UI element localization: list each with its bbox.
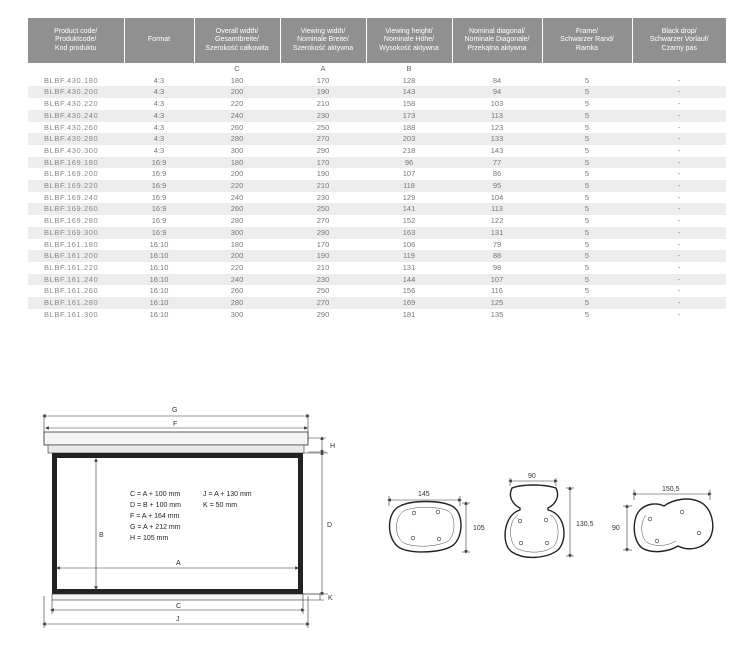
header-viewing-height: Viewing height/ Nominale Höhe/ Wysokość aktywna [366, 18, 452, 63]
table-cell: - [632, 86, 726, 98]
table-cell: 280 [194, 297, 280, 309]
table-cell: 5 [542, 309, 632, 321]
table-cell: - [632, 250, 726, 262]
table-cell: 86 [452, 168, 542, 180]
table-cell: 5 [542, 180, 632, 192]
table-cell: 180 [194, 75, 280, 87]
table-cell: 141 [366, 203, 452, 215]
table-cell: - [632, 297, 726, 309]
table-cell: 5 [542, 75, 632, 87]
bottom-bar [52, 594, 303, 600]
table-cell: - [632, 203, 726, 215]
profile-section-1 [389, 491, 485, 552]
screen-front-view [44, 407, 335, 628]
table-cell: 152 [366, 215, 452, 227]
table-cell: BLBF.430.200 [28, 86, 124, 98]
formula-k: K = 50 mm [203, 502, 238, 509]
header-product-code: Product code/ Produktcode/ Kod produktu [28, 18, 124, 63]
table-cell: 4:3 [124, 75, 194, 87]
profile-3-height: 90 [612, 525, 620, 532]
table-cell: BLBF.169.280 [28, 215, 124, 227]
header-format: Format [124, 18, 194, 63]
profile-1-width: 145 [418, 491, 430, 498]
letter-cell: A [280, 63, 366, 75]
letter-cell: B [366, 63, 452, 75]
label-h: H [330, 443, 336, 450]
table-cell: 16:10 [124, 274, 194, 286]
profile-2-width: 90 [528, 473, 536, 480]
table-cell: - [632, 110, 726, 122]
table-cell: - [632, 285, 726, 297]
table-cell: 5 [542, 192, 632, 204]
header-nominal-diagonal: Nominal diagonal/ Nominale Diagonale/ Przekątna aktywna [452, 18, 542, 63]
table-cell: 133 [452, 133, 542, 145]
table-cell: 5 [542, 110, 632, 122]
label-j: J [176, 616, 180, 623]
table-cell: 5 [542, 274, 632, 286]
profile-section-3 [612, 486, 713, 552]
table-cell: 158 [366, 98, 452, 110]
table-cell: 260 [194, 122, 280, 134]
table-cell: 5 [542, 168, 632, 180]
table-cell: 270 [280, 215, 366, 227]
table-cell: 156 [366, 285, 452, 297]
table-cell: 16:10 [124, 309, 194, 321]
table-cell: - [632, 227, 726, 239]
table-cell: 143 [452, 145, 542, 157]
table-cell: 230 [280, 274, 366, 286]
label-a: A [176, 560, 181, 567]
table-cell: BLBF.161.240 [28, 274, 124, 286]
table-cell: 200 [194, 168, 280, 180]
table-cell: 79 [452, 239, 542, 251]
table-cell: 5 [542, 157, 632, 169]
table-cell: BLBF.430.180 [28, 75, 124, 87]
profile-section-2 [505, 473, 594, 557]
table-cell: 180 [194, 239, 280, 251]
table-cell: 210 [280, 180, 366, 192]
table-cell: 107 [452, 274, 542, 286]
table-cell: BLBF.161.260 [28, 285, 124, 297]
table-cell: 5 [542, 215, 632, 227]
table-cell: 5 [542, 227, 632, 239]
profile-1-height: 105 [473, 525, 485, 532]
table-cell: 230 [280, 110, 366, 122]
table-cell: 260 [194, 285, 280, 297]
table-cell: 5 [542, 122, 632, 134]
header-frame: Frame/ Schwarzer Rand/ Ramka [542, 18, 632, 63]
table-cell: 203 [366, 133, 452, 145]
table-cell: BLBF.161.300 [28, 309, 124, 321]
table-cell: 270 [280, 133, 366, 145]
table-cell: BLBF.169.240 [28, 192, 124, 204]
table-cell: 122 [452, 215, 542, 227]
table-cell: 5 [542, 285, 632, 297]
label-c: C [176, 603, 182, 610]
table-cell: 170 [280, 239, 366, 251]
table-cell: 5 [542, 98, 632, 110]
label-g: G [172, 407, 178, 414]
table-cell: 113 [452, 203, 542, 215]
table-cell: 280 [194, 215, 280, 227]
table-cell: - [632, 192, 726, 204]
table-cell: 200 [194, 250, 280, 262]
table-cell: BLBF.161.200 [28, 250, 124, 262]
table-cell: 5 [542, 239, 632, 251]
table-cell: - [632, 180, 726, 192]
table-cell: 16:10 [124, 262, 194, 274]
table-cell: - [632, 274, 726, 286]
table-cell: 107 [366, 168, 452, 180]
table-cell: 300 [194, 227, 280, 239]
formula-j: J = A + 130 mm [203, 491, 252, 498]
table-cell: - [632, 239, 726, 251]
table-cell: 188 [366, 122, 452, 134]
table-cell: 95 [452, 180, 542, 192]
table-cell: 190 [280, 168, 366, 180]
screen-case [44, 432, 308, 445]
header-overall-width: Overall width/ Gesamtbreite/ Szerokość całkowita [194, 18, 280, 63]
table-cell: 5 [542, 203, 632, 215]
table-cell: 88 [452, 250, 542, 262]
table-cell: - [632, 98, 726, 110]
table-cell: 5 [542, 297, 632, 309]
formula-d: D = B + 100 mm [130, 502, 181, 509]
table-cell: 16:10 [124, 297, 194, 309]
table-cell: 144 [366, 274, 452, 286]
letter-cell: C [194, 63, 280, 75]
table-cell: 230 [280, 192, 366, 204]
table-cell: 181 [366, 309, 452, 321]
table-cell: 143 [366, 86, 452, 98]
formula-f: F = A + 164 mm [130, 513, 180, 520]
table-cell: - [632, 168, 726, 180]
table-cell: 180 [194, 157, 280, 169]
table-cell: 98 [452, 262, 542, 274]
table-cell: 218 [366, 145, 452, 157]
table-cell: 16:10 [124, 285, 194, 297]
table-cell: 131 [366, 262, 452, 274]
table-cell: BLBF.169.180 [28, 157, 124, 169]
table-cell: 103 [452, 98, 542, 110]
table-cell: 5 [542, 250, 632, 262]
formula-h: H = 105 mm [130, 535, 169, 542]
table-cell: 5 [542, 145, 632, 157]
table-cell: BLBF.430.260 [28, 122, 124, 134]
header-black-drop: Black drop/ Schwarzer Vorlauf/ Czarny pas [632, 18, 726, 63]
table-cell: 5 [542, 262, 632, 274]
table-cell: 77 [452, 157, 542, 169]
table-cell: 135 [452, 309, 542, 321]
table-cell: 4:3 [124, 133, 194, 145]
table-cell: 94 [452, 86, 542, 98]
table-cell: 5 [542, 86, 632, 98]
table-cell: 190 [280, 250, 366, 262]
table-cell: - [632, 262, 726, 274]
table-cell: 300 [194, 309, 280, 321]
table-cell: BLBF.430.300 [28, 145, 124, 157]
table-cell: BLBF.169.300 [28, 227, 124, 239]
table-cell: 220 [194, 180, 280, 192]
table-cell: 4:3 [124, 110, 194, 122]
profile-3-width: 150,5 [662, 486, 680, 493]
table-cell: 220 [194, 262, 280, 274]
table-cell: 210 [280, 98, 366, 110]
table-cell: 250 [280, 203, 366, 215]
table-cell: 129 [366, 192, 452, 204]
table-cell: 200 [194, 86, 280, 98]
table-cell: - [632, 215, 726, 227]
table-cell: BLBF.169.260 [28, 203, 124, 215]
table-cell: 16:9 [124, 227, 194, 239]
table-cell: 290 [280, 227, 366, 239]
table-cell: - [632, 122, 726, 134]
table-cell: 210 [280, 262, 366, 274]
table-cell: BLBF.161.280 [28, 297, 124, 309]
table-cell: BLBF.430.280 [28, 133, 124, 145]
table-cell: - [632, 157, 726, 169]
table-cell: 116 [452, 285, 542, 297]
table-cell: 16:9 [124, 180, 194, 192]
table-cell: 280 [194, 133, 280, 145]
table-cell: 16:10 [124, 250, 194, 262]
formula-g: G = A + 212 mm [130, 524, 181, 531]
table-cell: 104 [452, 192, 542, 204]
table-cell: BLBF.161.220 [28, 262, 124, 274]
table-cell: 4:3 [124, 98, 194, 110]
table-cell: BLBF.169.220 [28, 180, 124, 192]
table-cell: 250 [280, 285, 366, 297]
header-viewing-width: Viewing width/ Nominale Breite/ Szerokość aktywna [280, 18, 366, 63]
label-d: D [327, 522, 333, 529]
table-cell: 128 [366, 75, 452, 87]
table-cell: 16:9 [124, 203, 194, 215]
table-cell: 260 [194, 203, 280, 215]
profile-2-height: 130,5 [576, 521, 594, 528]
table-cell: 290 [280, 145, 366, 157]
table-cell: 270 [280, 297, 366, 309]
table-cell: BLBF.169.200 [28, 168, 124, 180]
table-cell: 300 [194, 145, 280, 157]
table-cell: 240 [194, 192, 280, 204]
table-cell: 4:3 [124, 86, 194, 98]
table-cell: 169 [366, 297, 452, 309]
table-cell: 16:9 [124, 168, 194, 180]
table-cell: 250 [280, 122, 366, 134]
table-cell: 240 [194, 274, 280, 286]
table-cell: 123 [452, 122, 542, 134]
label-f: F [173, 421, 178, 428]
table-cell: 84 [452, 75, 542, 87]
table-cell: 113 [452, 110, 542, 122]
table-cell: 16:9 [124, 215, 194, 227]
table-cell: 163 [366, 227, 452, 239]
table-cell: 16:10 [124, 239, 194, 251]
table-cell: BLBF.161.180 [28, 239, 124, 251]
table-cell: 290 [280, 309, 366, 321]
table-cell: 170 [280, 157, 366, 169]
table-cell: 240 [194, 110, 280, 122]
table-cell: 119 [366, 250, 452, 262]
label-b: B [99, 532, 104, 539]
table-cell: BLBF.430.240 [28, 110, 124, 122]
table-cell: 125 [452, 297, 542, 309]
table-cell: 118 [366, 180, 452, 192]
table-cell: BLBF.430.220 [28, 98, 124, 110]
table-cell: 106 [366, 239, 452, 251]
table-cell: 5 [542, 133, 632, 145]
table-cell: 16:9 [124, 192, 194, 204]
table-cell: 16:9 [124, 157, 194, 169]
table-cell: - [632, 133, 726, 145]
table-cell: 4:3 [124, 145, 194, 157]
table-cell: 173 [366, 110, 452, 122]
table-cell: 96 [366, 157, 452, 169]
table-cell: 170 [280, 75, 366, 87]
table-cell: - [632, 145, 726, 157]
table-cell: - [632, 309, 726, 321]
table-cell: - [632, 75, 726, 87]
label-k: K [328, 595, 333, 602]
table-cell: 220 [194, 98, 280, 110]
table-cell: 131 [452, 227, 542, 239]
table-cell: 4:3 [124, 122, 194, 134]
formula-c: C = A + 100 mm [130, 491, 181, 498]
table-cell: 190 [280, 86, 366, 98]
